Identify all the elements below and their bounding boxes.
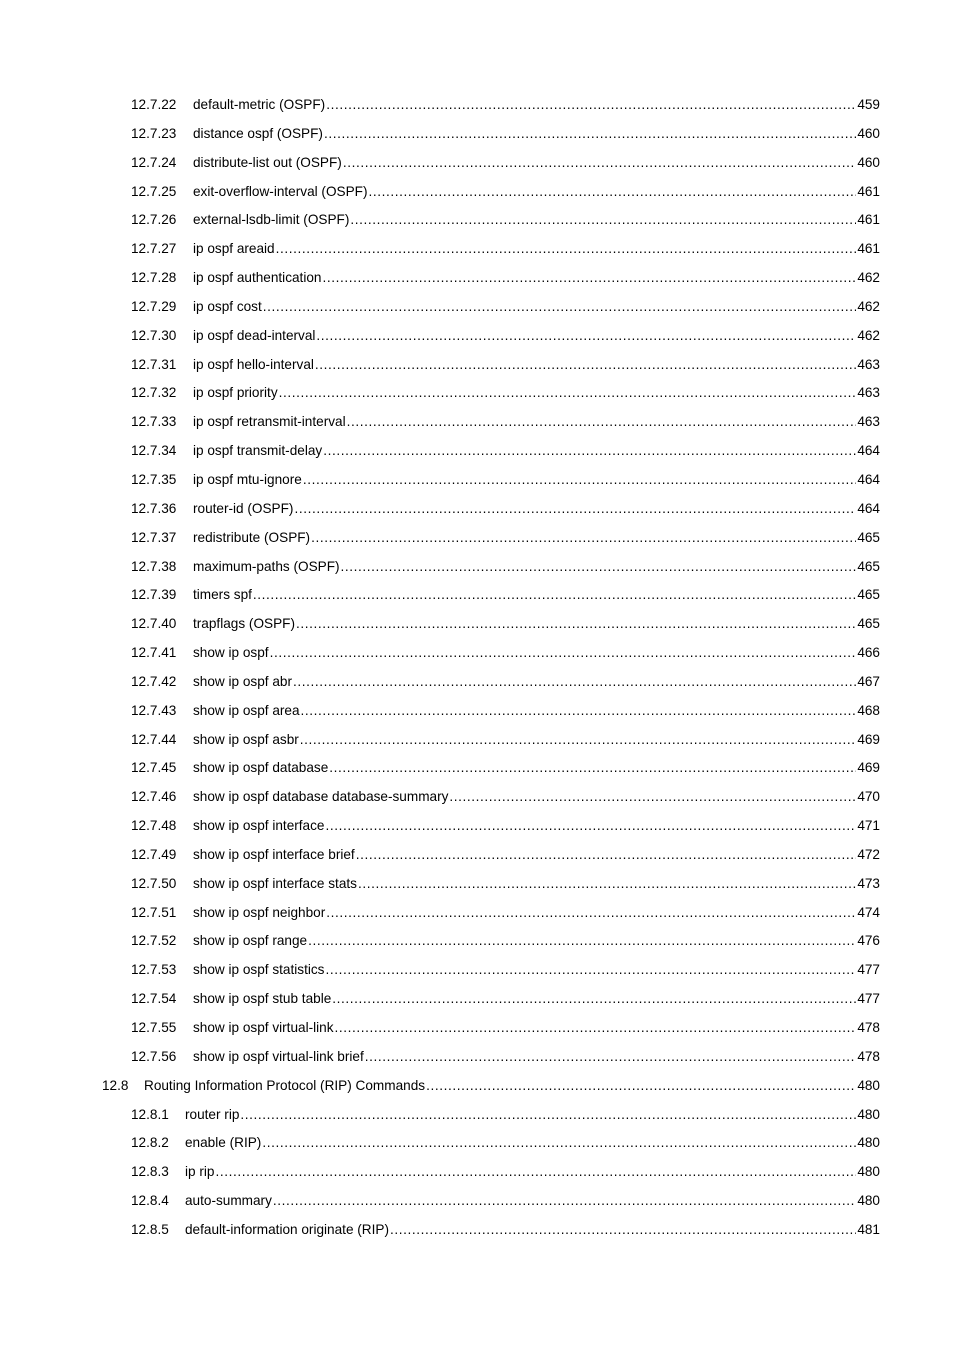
toc-entry[interactable] (0, 1101, 954, 1130)
toc-entry[interactable] (0, 1129, 954, 1158)
dot-leader (341, 553, 857, 582)
toc-entry[interactable] (0, 783, 954, 812)
dot-leader (273, 1187, 856, 1216)
dot-leader (308, 927, 856, 956)
toc-entry-number: 12.7.30 (131, 327, 177, 343)
toc-entry-line (193, 639, 880, 668)
toc-entry[interactable] (0, 149, 954, 178)
table-of-contents (0, 91, 954, 1245)
toc-entry-number: 12.7.23 (131, 125, 177, 141)
toc-entry[interactable] (0, 899, 954, 928)
toc-entry-title[interactable]: ip ospf transmit-delay (193, 443, 323, 459)
toc-entry[interactable] (0, 408, 954, 437)
toc-entry[interactable] (0, 581, 954, 610)
toc-entry-page-number[interactable]: 468 (857, 702, 880, 718)
toc-entry-page-number[interactable]: 463 (857, 385, 880, 401)
toc-entry[interactable] (0, 754, 954, 783)
toc-entry-title[interactable]: timers spf (193, 587, 252, 603)
dot-leader (358, 870, 856, 899)
toc-entry-page-number[interactable]: 477 (857, 991, 880, 1007)
toc-entry-title[interactable]: ip rip (185, 1164, 215, 1180)
toc-entry-page-number[interactable]: 473 (857, 875, 880, 891)
toc-entry[interactable] (0, 1043, 954, 1072)
toc-entry-line (193, 293, 880, 322)
dot-leader (343, 149, 856, 178)
toc-entry[interactable] (0, 206, 954, 235)
toc-entry-line (193, 466, 880, 495)
dot-leader (350, 206, 856, 235)
toc-entry[interactable] (0, 495, 954, 524)
toc-entry[interactable] (0, 1187, 954, 1216)
toc-entry-number: 12.7.25 (131, 183, 177, 199)
toc-entry-title[interactable]: distance ospf (OSPF) (193, 125, 323, 141)
toc-entry-number: 12.7.51 (131, 904, 177, 920)
toc-entry-title[interactable]: default-metric (OSPF) (193, 97, 326, 112)
toc-entry-line (193, 437, 880, 466)
toc-entry-title[interactable]: redistribute (OSPF) (193, 529, 311, 545)
toc-entry-number: 12.7.35 (131, 471, 177, 487)
toc-entry-page-number[interactable]: 480 (857, 1106, 880, 1122)
toc-entry-title[interactable]: enable (RIP) (185, 1135, 262, 1151)
toc-entry-number: 12.7.45 (131, 760, 177, 776)
toc-entry-line (193, 783, 880, 812)
dot-leader (300, 726, 857, 755)
toc-entry[interactable] (0, 553, 954, 582)
toc-entry-title[interactable]: ip ospf retransmit-interval (193, 414, 346, 430)
dot-leader (253, 581, 856, 610)
dot-leader (303, 466, 857, 495)
toc-entry-page-number[interactable]: 480 (857, 1135, 880, 1151)
toc-entry-line (193, 754, 880, 783)
toc-entry-title[interactable]: show ip ospf area (193, 702, 300, 718)
toc-entry-page-number[interactable]: 461 (857, 183, 880, 199)
toc-entry-number: 12.7.33 (131, 414, 177, 430)
toc-entry-page-number[interactable]: 480 (857, 1164, 880, 1180)
toc-entry[interactable] (0, 120, 954, 149)
toc-entry[interactable] (0, 91, 954, 120)
toc-entry-page-number[interactable]: 469 (857, 731, 880, 747)
toc-entry-page-number[interactable]: 465 (857, 616, 880, 632)
toc-entry-title[interactable]: show ip ospf stub table (193, 991, 332, 1007)
toc-entry-line (193, 1043, 880, 1072)
toc-entry-line (193, 697, 880, 726)
dot-leader (323, 437, 856, 466)
toc-entry-line (193, 235, 880, 264)
toc-entry-line (193, 812, 880, 841)
dot-leader (426, 1072, 856, 1101)
toc-entry-title[interactable]: ip ospf authentication (193, 270, 322, 286)
toc-entry[interactable] (0, 927, 954, 956)
toc-entry-page-number[interactable]: 477 (857, 962, 880, 978)
toc-entry-number: 12.7.40 (131, 616, 177, 632)
toc-entry-title[interactable]: show ip ospf statistics (193, 962, 325, 978)
toc-entry-page-number[interactable]: 478 (857, 1020, 880, 1035)
toc-entry[interactable] (0, 322, 954, 351)
dot-leader (324, 120, 856, 149)
toc-entry-number: 12.7.38 (131, 558, 177, 574)
toc-entry-page-number[interactable]: 463 (857, 414, 880, 430)
toc-entry-page-number[interactable]: 466 (857, 645, 880, 661)
toc-entry-page-number[interactable]: 480 (857, 1077, 880, 1093)
toc-entry-page-number[interactable]: 480 (857, 1193, 880, 1209)
toc-entry-title[interactable]: router rip (185, 1106, 240, 1122)
toc-entry[interactable] (0, 351, 954, 380)
toc-entry-page-number[interactable]: 476 (857, 933, 880, 949)
dot-leader (293, 668, 856, 697)
toc-entry[interactable] (0, 1014, 954, 1043)
toc-entry-line (193, 610, 880, 639)
toc-entry-number: 12.7.52 (131, 933, 177, 949)
toc-entry-line (193, 927, 880, 956)
toc-entry[interactable] (0, 264, 954, 293)
toc-entry-line (193, 985, 880, 1014)
toc-entry-line (193, 91, 880, 120)
dot-leader (279, 379, 857, 408)
toc-entry[interactable] (0, 524, 954, 553)
toc-entry-page-number[interactable]: 472 (857, 846, 880, 862)
dot-leader (356, 841, 857, 870)
toc-entry-line (193, 322, 880, 351)
toc-entry-number: 12.7.54 (131, 991, 177, 1007)
toc-entry-line (193, 1014, 880, 1043)
toc-entry-title[interactable]: show ip ospf abr (193, 673, 292, 689)
toc-entry-page-number[interactable]: 462 (857, 327, 880, 343)
toc-entry-number: 12.7.42 (131, 673, 177, 689)
toc-entry-page-number[interactable]: 474 (857, 904, 880, 920)
toc-entry-page-number[interactable]: 460 (857, 154, 880, 170)
dot-leader (215, 1158, 856, 1187)
toc-entry-number: 12.7.36 (131, 500, 177, 516)
toc-entry-page-number[interactable]: 464 (857, 500, 880, 516)
toc-entry[interactable] (0, 985, 954, 1014)
toc-entry-number: 12.7.39 (131, 587, 177, 603)
toc-entry-title[interactable]: show ip ospf interface (193, 818, 325, 834)
dot-leader (449, 783, 856, 812)
toc-entry-page-number[interactable]: 462 (857, 270, 880, 286)
toc-entry-number: 12.7.32 (131, 385, 177, 401)
toc-entry-page-number[interactable]: 461 (857, 212, 880, 228)
toc-entry[interactable] (0, 1158, 954, 1187)
toc-entry-page-number[interactable]: 459 (857, 97, 880, 112)
toc-entry-line (185, 1129, 880, 1158)
toc-entry-title[interactable]: distribute-list out (OSPF) (193, 154, 342, 170)
toc-entry-number: 12.7.44 (131, 731, 177, 747)
toc-entry-title[interactable]: show ip ospf database database-summary (193, 789, 449, 805)
toc-entry-number: 12.7.46 (131, 789, 177, 805)
toc-entry-title[interactable]: router-id (OSPF) (193, 500, 294, 516)
toc-entry-page-number[interactable]: 462 (857, 298, 880, 314)
toc-entry-title[interactable]: show ip ospf range (193, 933, 308, 949)
toc-entry[interactable] (0, 235, 954, 264)
toc-entry-title[interactable]: show ip ospf database (193, 760, 329, 776)
dot-leader (325, 812, 856, 841)
toc-entry-number: 12.7.53 (131, 962, 177, 978)
toc-entry-line (185, 1216, 880, 1245)
toc-entry[interactable] (0, 697, 954, 726)
toc-entry-number: 12.7.34 (131, 443, 177, 459)
dot-leader (322, 264, 856, 293)
toc-entry[interactable] (0, 610, 954, 639)
toc-entry[interactable] (0, 437, 954, 466)
toc-entry-line (193, 581, 880, 610)
toc-entry-line (193, 120, 880, 149)
toc-entry-line (193, 841, 880, 870)
toc-entry[interactable] (0, 293, 954, 322)
dot-leader (315, 351, 856, 380)
dot-leader (263, 293, 857, 322)
dot-leader (262, 1129, 856, 1158)
dot-leader (335, 1014, 857, 1043)
toc-entry-page-number[interactable]: 461 (857, 241, 880, 257)
toc-entry-line (193, 870, 880, 899)
toc-entry-title[interactable]: show ip ospf asbr (193, 731, 299, 747)
toc-entry-number: 12.8.2 (131, 1135, 169, 1151)
toc-entry-line (193, 206, 880, 235)
toc-entry-number: 12.7.55 (131, 1020, 177, 1035)
dot-leader (294, 495, 856, 524)
toc-entry-number: 12.7.50 (131, 875, 177, 891)
toc-entry-page-number[interactable]: 470 (857, 789, 880, 805)
toc-entry-line (193, 495, 880, 524)
toc-entry[interactable] (0, 812, 954, 841)
toc-entry-page-number[interactable]: 478 (857, 1048, 880, 1064)
toc-entry-title[interactable]: ip ospf mtu-ignore (193, 471, 302, 487)
dot-leader (325, 956, 856, 985)
toc-entry-page-number[interactable]: 465 (857, 587, 880, 603)
toc-entry-line (193, 899, 880, 928)
toc-entry-page-number[interactable]: 464 (857, 443, 880, 459)
toc-entry-number: 12.8.4 (131, 1193, 169, 1209)
toc-entry-page-number[interactable]: 469 (857, 760, 880, 776)
toc-entry-number: 12.8.5 (131, 1221, 169, 1237)
toc-entry[interactable] (0, 668, 954, 697)
toc-entry-line (193, 408, 880, 437)
toc-entry-number: 12.7.28 (131, 270, 177, 286)
toc-entry-title[interactable]: show ip ospf virtual-link (193, 1020, 334, 1035)
toc-entry-number: 12.7.31 (131, 356, 177, 372)
toc-entry-line (144, 1072, 880, 1101)
toc-entry-number: 12.8 (102, 1077, 129, 1093)
toc-entry-line (193, 149, 880, 178)
toc-entry-number: 12.7.43 (131, 702, 177, 718)
toc-entry-page-number[interactable]: 471 (857, 818, 880, 834)
toc-entry-number: 12.7.37 (131, 529, 177, 545)
toc-entry-title[interactable]: show ip ospf interface stats (193, 875, 357, 891)
toc-entry-line (185, 1158, 880, 1187)
toc-entry[interactable] (0, 956, 954, 985)
toc-entry[interactable] (0, 841, 954, 870)
toc-entry-number: 12.8.1 (131, 1106, 169, 1122)
toc-entry-number: 12.8.3 (131, 1164, 169, 1180)
toc-entry[interactable] (0, 1216, 954, 1245)
dot-leader (296, 610, 856, 639)
toc-entry-line (193, 178, 880, 207)
toc-entry-title[interactable]: default-information originate (RIP) (185, 1221, 389, 1237)
toc-entry-number: 12.7.41 (131, 645, 177, 661)
dot-leader (329, 754, 856, 783)
toc-entry-number: 12.7.49 (131, 846, 177, 862)
dot-leader (311, 524, 856, 553)
toc-entry-number: 12.7.26 (131, 212, 177, 228)
toc-entry-number: 12.7.27 (131, 241, 177, 257)
toc-entry-title[interactable]: ip ospf priority (193, 385, 278, 401)
toc-entry[interactable] (0, 1072, 954, 1101)
toc-entry-line (193, 264, 880, 293)
toc-entry-line (193, 726, 880, 755)
dot-leader (270, 639, 857, 668)
toc-entry-title[interactable]: ip ospf cost (193, 298, 262, 314)
toc-entry-page-number[interactable]: 481 (857, 1221, 880, 1237)
dot-leader (369, 178, 857, 207)
toc-entry-title[interactable]: show ip ospf (193, 645, 269, 661)
toc-entry-title[interactable]: exit-overflow-interval (OSPF) (193, 183, 368, 199)
toc-entry[interactable] (0, 178, 954, 207)
toc-entry[interactable] (0, 870, 954, 899)
toc-entry-line (185, 1101, 880, 1130)
dot-leader (326, 899, 856, 928)
toc-entry-title[interactable]: ip ospf dead-interval (193, 327, 316, 343)
dot-leader (332, 985, 856, 1014)
toc-entry-page-number[interactable]: 464 (857, 471, 880, 487)
toc-entry[interactable] (0, 466, 954, 495)
toc-entry-line (193, 956, 880, 985)
toc-entry-title[interactable]: show ip ospf interface brief (193, 846, 355, 862)
dot-leader (276, 235, 857, 264)
dot-leader (301, 697, 857, 726)
dot-leader (316, 322, 856, 351)
toc-entry-title[interactable]: external-lsdb-limit (OSPF) (193, 212, 350, 228)
toc-entry-page-number[interactable]: 467 (857, 673, 880, 689)
toc-entry-number: 12.7.24 (131, 154, 177, 170)
toc-entry-line (185, 1187, 880, 1216)
toc-entry-page-number[interactable]: 463 (857, 356, 880, 372)
toc-entry[interactable] (0, 379, 954, 408)
toc-entry[interactable] (0, 726, 954, 755)
toc-entry-title[interactable]: Routing Information Protocol (RIP) Commands (144, 1077, 426, 1093)
toc-entry-title[interactable]: show ip ospf neighbor (193, 904, 326, 920)
toc-entry-title[interactable]: show ip ospf virtual-link brief (193, 1048, 364, 1064)
toc-entry-title[interactable]: auto-summary (185, 1193, 272, 1209)
toc-entry-line (193, 351, 880, 380)
toc-entry-line (193, 668, 880, 697)
toc-entry-page-number[interactable]: 460 (857, 125, 880, 141)
toc-entry-line (193, 524, 880, 553)
toc-entry-title[interactable]: maximum-paths (OSPF) (193, 558, 340, 574)
toc-entry-page-number[interactable]: 465 (857, 529, 880, 545)
toc-entry-number: 12.7.48 (131, 818, 177, 834)
toc-entry-title[interactable]: trapflags (OSPF) (193, 616, 295, 632)
dot-leader (390, 1216, 856, 1245)
dot-leader (240, 1101, 856, 1130)
dot-leader (347, 408, 857, 437)
dot-leader (365, 1043, 857, 1072)
toc-entry[interactable] (0, 639, 954, 668)
toc-entry-number: 12.7.56 (131, 1048, 177, 1064)
toc-entry-page-number[interactable]: 465 (857, 558, 880, 574)
toc-entry-title[interactable]: ip ospf areaid (193, 241, 275, 257)
toc-entry-title[interactable]: ip ospf hello-interval (193, 356, 314, 372)
toc-entry-line (193, 553, 880, 582)
dot-leader (326, 91, 856, 120)
toc-entry-number: 12.7.22 (131, 97, 177, 112)
toc-entry-number: 12.7.29 (131, 298, 177, 314)
toc-entry-line (193, 379, 880, 408)
